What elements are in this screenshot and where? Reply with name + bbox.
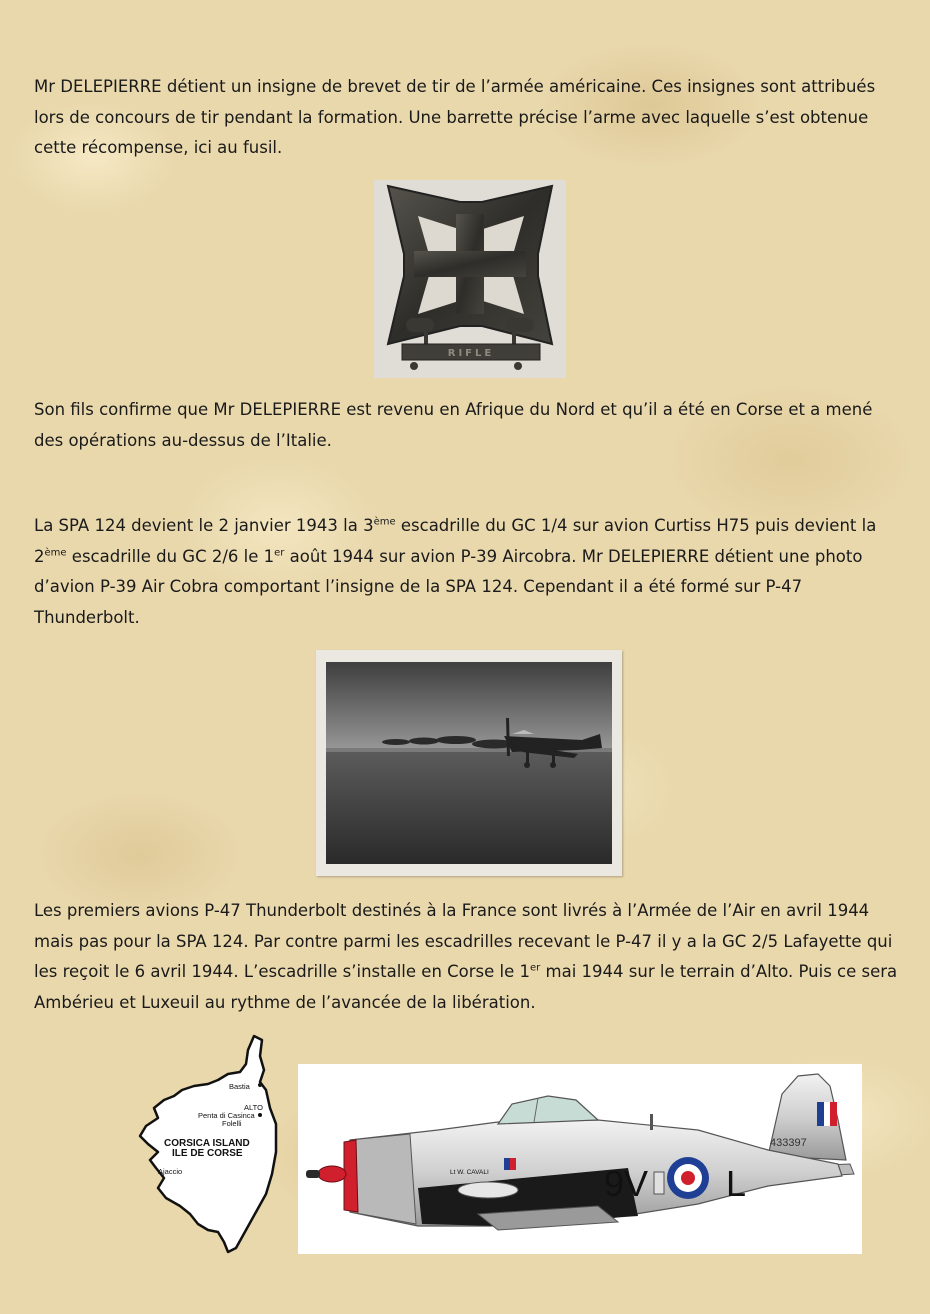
map-title-line2: ILE DE CORSE <box>172 1148 243 1159</box>
map-label-penta-di-casinca: Penta di Casinca <box>198 1111 255 1120</box>
map-label-bastia: Bastia <box>229 1082 250 1091</box>
paragraph-corsica-italy: Son fils confirme que Mr DELEPIERRE est revenu en Afrique du Nord et qu’il a été en Corse et a mené des opérations au-dessus de l’Italie. <box>34 400 873 450</box>
marksmanship-badge-photo <box>374 180 566 378</box>
p47-thunderbolt-illustration <box>298 1064 862 1254</box>
map-label-folelli: Folelli <box>222 1119 242 1128</box>
corsica-map <box>136 1034 282 1258</box>
map-label-alto: ALTO <box>244 1103 263 1112</box>
plane-code-left: 9V <box>604 1163 649 1204</box>
paragraph-marksmanship-badge: Mr DELEPIERRE détient un insigne de brevet de tir de l’armée américaine. Ces insignes sont attribués lors de concours de tir pendant la formation. Une barrette précise l’arme avec laquelle s’est obtenue cette récompense, ici au fusil. <box>34 77 876 157</box>
plane-pilot-name: Lt W. CAVALI <box>450 1169 489 1176</box>
aircraft-lineup-photo <box>316 650 622 876</box>
plane-code-right: L <box>726 1163 747 1204</box>
plane-tail-number: 433397 <box>770 1137 807 1149</box>
badge-bar-text: RIFLE <box>447 348 495 359</box>
paragraph-spa124-history: La SPA 124 devient le 2 janvier 1943 la 3ème escadrille du GC 1/4 sur avion Curtiss H75 puis devient la 2ème escadrille du GC 2/6 le 1er août 1944 sur avion P-39 Aircobra. Mr DELEPIERRE détient une photo d’avion P-39 Air Cobra comportant l’insigne de la SPA 124. Cependant il a été formé sur P-47 Thunderbolt. <box>34 516 877 627</box>
paragraph-p47-lafayette: Les premiers avions P-47 Thunderbolt destinés à la France sont livrés à l’Armée de l’Air en avril 1944 mais pas pour la SPA 124. Par contre parmi les escadrilles recevant le P-47 il y a la GC 2/5 Lafayette qui les reçoit le 6 avril 1944. L’escadrille s’installe en Corse le 1er mai 1944 sur le terrain d’Alto. Puis ce sera Ambérieu et Luxeuil au rythme de l’avancée de la libération. <box>34 901 898 1012</box>
map-title-line1: CORSICA ISLAND <box>164 1138 250 1149</box>
map-label-ajaccio: Ajaccio <box>158 1167 183 1176</box>
